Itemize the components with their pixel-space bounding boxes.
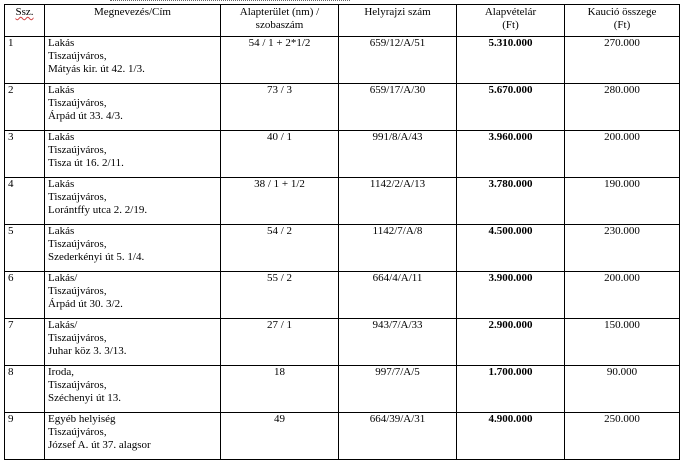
table-header-row: [5, 5, 680, 37]
parcel-number: 1142/2/A/13: [339, 178, 457, 225]
property-name-address: [45, 178, 221, 225]
base-price: 5.310.000: [457, 37, 565, 84]
parcel-number: 991/8/A/43: [339, 131, 457, 178]
property-address: Árpád út 33. 4/3.: [48, 110, 123, 122]
parcel-number: 943/7/A/33: [339, 319, 457, 366]
property-address: József A. út 37. alagsor: [48, 439, 151, 451]
property-address: Széchenyi út 13.: [48, 392, 122, 404]
area-rooms: 49: [221, 413, 339, 460]
table-row: [5, 178, 680, 225]
header-area: Alapterület (nm) / szobaszám: [221, 5, 339, 37]
property-address: Árpád út 30. 3/2.: [48, 298, 123, 310]
property-name-address: [45, 131, 221, 178]
row-number: 7: [5, 319, 45, 366]
parcel-number: 664/39/A/31: [339, 413, 457, 460]
deposit-amount: 150.000: [565, 319, 680, 366]
property-name-address: [45, 84, 221, 131]
property-name-address: [45, 366, 221, 413]
parcel-number: 659/17/A/30: [339, 84, 457, 131]
property-address: Szederkényi út 5. 1/4.: [48, 251, 145, 263]
parcel-number: 997/7/A/5: [339, 366, 457, 413]
area-rooms: 40 / 1: [221, 131, 339, 178]
base-price: 3.780.000: [457, 178, 565, 225]
row-number: 3: [5, 131, 45, 178]
base-price: 3.900.000: [457, 272, 565, 319]
property-city: Tiszaújváros,: [48, 285, 107, 297]
base-price: 3.960.000: [457, 131, 565, 178]
property-city: Tiszaújváros,: [48, 426, 107, 438]
base-price: 2.900.000: [457, 319, 565, 366]
deposit-amount: 250.000: [565, 413, 680, 460]
property-city: Tiszaújváros,: [48, 144, 107, 156]
table-row: [5, 319, 680, 366]
property-city: Tiszaújváros,: [48, 191, 107, 203]
deposit-amount: 200.000: [565, 272, 680, 319]
property-city: Tiszaújváros,: [48, 97, 107, 109]
property-type: Lakás: [48, 84, 75, 96]
deposit-amount: 230.000: [565, 225, 680, 272]
area-rooms: 27 / 1: [221, 319, 339, 366]
property-city: Tiszaújváros,: [48, 238, 107, 250]
row-number: 5: [5, 225, 45, 272]
header-parcel: Helyrajzi szám: [339, 5, 457, 37]
property-type: Iroda,: [48, 366, 74, 378]
table-row: [5, 84, 680, 131]
row-number: 4: [5, 178, 45, 225]
property-type: Egyéb helyiség: [48, 413, 116, 425]
area-rooms: 55 / 2: [221, 272, 339, 319]
base-price: 4.900.000: [457, 413, 565, 460]
property-city: Tiszaújváros,: [48, 332, 107, 344]
parcel-number: 659/12/A/51: [339, 37, 457, 84]
property-address: Mátyás kir. út 42. 1/3.: [48, 63, 145, 75]
parcel-number: 664/4/A/11: [339, 272, 457, 319]
area-rooms: 18: [221, 366, 339, 413]
property-type: Lakás: [48, 225, 75, 237]
table-row: [5, 131, 680, 178]
base-price: 4.500.000: [457, 225, 565, 272]
property-type: Lakás/: [48, 319, 78, 331]
table-row: [5, 225, 680, 272]
property-name-address: [45, 37, 221, 84]
property-type: Lakás: [48, 37, 75, 49]
property-type: Lakás: [48, 131, 75, 143]
row-number: 9: [5, 413, 45, 460]
property-name-address: [45, 319, 221, 366]
area-rooms: 54 / 1 + 2*1/2: [221, 37, 339, 84]
row-number: 6: [5, 272, 45, 319]
property-name-address: [45, 272, 221, 319]
table-row: [5, 413, 680, 460]
row-number: 1: [5, 37, 45, 84]
header-price: Alapvételár (Ft): [457, 5, 565, 37]
table-row: [5, 366, 680, 413]
header-ssz: Ssz.: [5, 5, 45, 37]
base-price: 1.700.000: [457, 366, 565, 413]
property-city: Tiszaújváros,: [48, 379, 107, 391]
header-deposit: Kaució összege (Ft): [565, 5, 680, 37]
deposit-amount: 90.000: [565, 366, 680, 413]
property-city: Tiszaújváros,: [48, 50, 107, 62]
property-name-address: [45, 225, 221, 272]
deposit-amount: 200.000: [565, 131, 680, 178]
table-row: [5, 37, 680, 84]
area-rooms: 73 / 3: [221, 84, 339, 131]
property-address: Lorántffy utca 2. 2/19.: [48, 204, 148, 216]
area-rooms: 54 / 2: [221, 225, 339, 272]
area-rooms: 38 / 1 + 1/2: [221, 178, 339, 225]
base-price: 5.670.000: [457, 84, 565, 131]
row-number: 8: [5, 366, 45, 413]
property-table: [4, 4, 680, 460]
property-name-address: [45, 413, 221, 460]
table-row: [5, 272, 680, 319]
parcel-number: 1142/7/A/8: [339, 225, 457, 272]
deposit-amount: 280.000: [565, 84, 680, 131]
property-type: Lakás/: [48, 272, 78, 284]
header-name: Megnevezés/Cím: [45, 5, 221, 37]
property-address: Tisza út 16. 2/11.: [48, 157, 124, 169]
row-number: 2: [5, 84, 45, 131]
deposit-amount: 190.000: [565, 178, 680, 225]
deposit-amount: 270.000: [565, 37, 680, 84]
property-type: Lakás: [48, 178, 75, 190]
property-address: Juhar köz 3. 3/13.: [48, 345, 127, 357]
